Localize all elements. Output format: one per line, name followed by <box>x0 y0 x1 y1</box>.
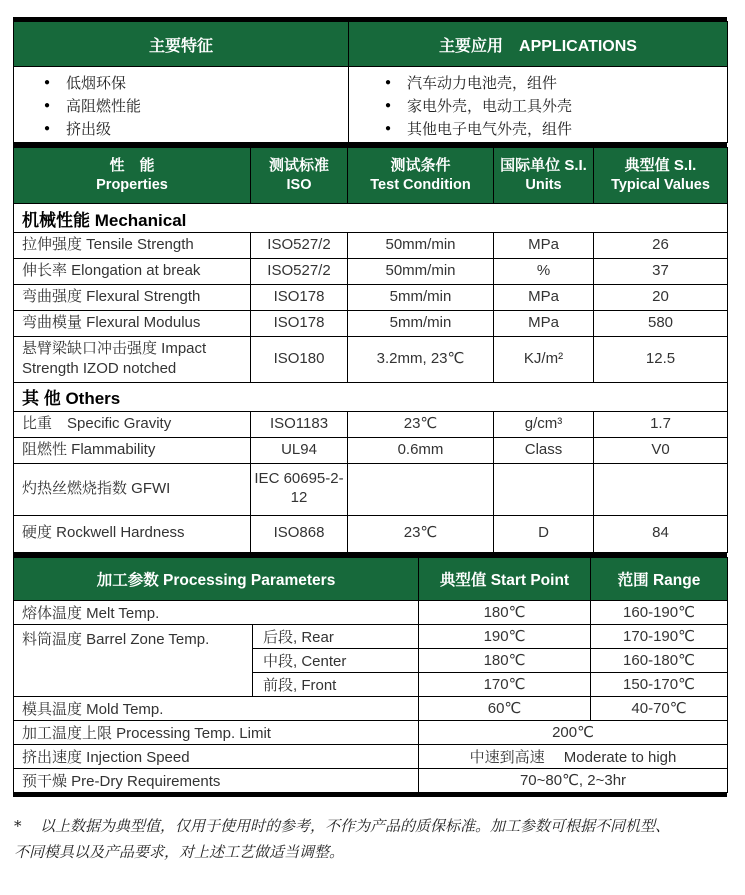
table-row <box>14 768 728 792</box>
footnote-line <box>14 813 729 839</box>
table-row <box>14 624 728 648</box>
col-header-zh: 性 能 <box>109 157 155 175</box>
application-item <box>349 117 727 140</box>
property-standard: ISO178 <box>251 285 348 311</box>
col-header-units <box>494 148 594 204</box>
property-condition: 50mm/min <box>348 233 494 259</box>
param-name: 料筒温度 Barrel Zone Temp. <box>14 624 253 696</box>
applications-header: 主要应用 APPLICATIONS <box>349 22 728 67</box>
application-label: 家电外壳，电动工具外壳 <box>407 98 573 115</box>
feature-item <box>14 117 348 140</box>
param-name: 模具温度 Mold Temp. <box>14 696 419 720</box>
property-standard: UL94 <box>251 437 348 463</box>
property-value: 580 <box>594 311 728 337</box>
col-header-zh: 国际单位 S.I. <box>500 157 587 175</box>
property-condition: 0.6mm <box>348 437 494 463</box>
param-start: 60℃ <box>419 696 591 720</box>
footnote-line: 不同模具以及产品要求，对上述工艺做适当调整。 <box>14 842 345 861</box>
bottom-rule <box>13 793 727 797</box>
property-standard: IEC 60695-2-12 <box>251 463 348 515</box>
table-row <box>14 720 728 744</box>
property-condition: 23℃ <box>348 411 494 437</box>
range-header: 范围 Range <box>591 557 728 600</box>
application-label: 其他电子电气外壳，组件 <box>407 121 573 138</box>
param-range: 160-180℃ <box>591 648 728 672</box>
param-name: 预干燥 Pre-Dry Requirements <box>14 768 419 792</box>
table-row <box>14 515 728 552</box>
property-value <box>594 463 728 515</box>
property-condition: 5mm/min <box>348 311 494 337</box>
bullet-icon: ● <box>385 100 392 111</box>
param-start: 170℃ <box>419 672 591 696</box>
param-name: 加工温度上限 Processing Temp. Limit <box>14 720 419 744</box>
features-header: 主要特征 <box>14 22 349 67</box>
footnote-text: 以上数据为典型值，仅用于使用时的参考，不作为产品的质保标准。加工参数可根据不同机型、 <box>40 816 671 835</box>
col-header-en: Properties <box>96 176 168 193</box>
application-item <box>349 71 727 94</box>
property-condition: 3.2mm, 23℃ <box>348 337 494 383</box>
processing-header: 加工参数 Processing Parameters <box>14 557 419 600</box>
col-header-en: Test Condition <box>370 176 471 193</box>
col-header-typical <box>594 148 728 204</box>
param-value: 200℃ <box>419 720 728 744</box>
param-name: 挤出速度 Injection Speed <box>14 744 419 768</box>
property-value: 12.5 <box>594 337 728 383</box>
properties-table <box>13 147 728 553</box>
bullet-icon: ● <box>44 123 51 134</box>
param-value: 70~80℃, 2~3hr <box>419 768 728 792</box>
start-point-header: 典型值 Start Point <box>419 557 591 600</box>
col-header-zh: 测试标准 <box>268 157 329 175</box>
col-header-zh: 测试条件 <box>390 157 451 175</box>
property-value: 20 <box>594 285 728 311</box>
property-standard: ISO527/2 <box>251 233 348 259</box>
barrel-zone: 中段, Center <box>253 648 419 672</box>
property-unit: KJ/m² <box>494 337 594 383</box>
param-start: 180℃ <box>419 648 591 672</box>
property-standard: ISO527/2 <box>251 259 348 285</box>
application-label: 汽车动力电池壳，组件 <box>407 75 558 92</box>
bullet-icon: ● <box>385 123 392 134</box>
table-row <box>14 233 728 259</box>
bullet-icon: ● <box>385 77 392 88</box>
processing-parameters-table <box>13 557 728 793</box>
feature-item <box>14 94 348 117</box>
property-unit: % <box>494 259 594 285</box>
param-name: 熔体温度 Melt Temp. <box>14 600 419 624</box>
table-row <box>14 463 728 515</box>
table-row <box>14 337 728 383</box>
param-range: 170-190℃ <box>591 624 728 648</box>
property-name: 伸长率 Elongation at break <box>14 259 251 285</box>
feature-label: 挤出级 <box>66 121 112 138</box>
property-condition: 50mm/min <box>348 259 494 285</box>
col-header-properties <box>14 148 251 204</box>
col-header-en: Typical Values <box>611 176 710 193</box>
applications-list <box>349 67 728 143</box>
table-row <box>14 437 728 463</box>
footnote <box>14 813 729 866</box>
application-item <box>349 94 727 117</box>
table-row <box>14 259 728 285</box>
barrel-zone: 前段, Front <box>253 672 419 696</box>
bullet-icon: ● <box>44 77 51 88</box>
param-range: 160-190℃ <box>591 600 728 624</box>
barrel-zone: 后段, Rear <box>253 624 419 648</box>
property-standard: ISO868 <box>251 515 348 552</box>
col-header-en: Units <box>525 176 562 193</box>
property-unit <box>494 463 594 515</box>
property-name: 弯曲模量 Flexural Modulus <box>14 311 251 337</box>
property-name: 硬度 Rockwell Hardness <box>14 515 251 552</box>
feature-label: 高阻燃性能 <box>66 98 142 115</box>
section-title-mechanical: 机械性能 Mechanical <box>14 204 728 233</box>
property-name: 拉伸强度 Tensile Strength <box>14 233 251 259</box>
col-header-zh: 典型值 S.I. <box>624 157 697 175</box>
features-applications-table <box>13 21 728 143</box>
property-unit: g/cm³ <box>494 411 594 437</box>
table-row <box>14 744 728 768</box>
property-value: 26 <box>594 233 728 259</box>
section-title-others: 其 他 Others <box>14 382 728 411</box>
property-unit: D <box>494 515 594 552</box>
property-value: 84 <box>594 515 728 552</box>
property-condition: 5mm/min <box>348 285 494 311</box>
property-unit: Class <box>494 437 594 463</box>
property-name: 比重 Specific Gravity <box>14 411 251 437</box>
col-header-standard <box>251 148 348 204</box>
property-standard: ISO178 <box>251 311 348 337</box>
property-name: 灼热丝燃烧指数 GFWI <box>14 463 251 515</box>
table-row <box>14 696 728 720</box>
property-standard: ISO180 <box>251 337 348 383</box>
property-condition <box>348 463 494 515</box>
table-row <box>14 411 728 437</box>
param-start: 190℃ <box>419 624 591 648</box>
footnote-marker: * <box>14 816 22 835</box>
param-start: 180℃ <box>419 600 591 624</box>
features-list <box>14 67 349 143</box>
property-name: 悬臂梁缺口冲击强度 Impact Strength IZOD notched <box>14 337 251 383</box>
param-range: 150-170℃ <box>591 672 728 696</box>
property-value: 1.7 <box>594 411 728 437</box>
col-header-condition <box>348 148 494 204</box>
property-standard: ISO1183 <box>251 411 348 437</box>
bullet-icon: ● <box>44 100 51 111</box>
property-value: 37 <box>594 259 728 285</box>
param-range: 40-70℃ <box>591 696 728 720</box>
property-value: V0 <box>594 437 728 463</box>
property-unit: MPa <box>494 233 594 259</box>
feature-item <box>14 71 348 94</box>
property-unit: MPa <box>494 311 594 337</box>
table-row <box>14 311 728 337</box>
feature-label: 低烟环保 <box>66 75 127 92</box>
param-value: 中速到高速 Moderate to high <box>419 744 728 768</box>
table-row <box>14 285 728 311</box>
property-unit: MPa <box>494 285 594 311</box>
property-condition: 23℃ <box>348 515 494 552</box>
property-name: 阻燃性 Flammability <box>14 437 251 463</box>
property-name: 弯曲强度 Flexural Strength <box>14 285 251 311</box>
table-row <box>14 600 728 624</box>
col-header-en: ISO <box>286 176 312 193</box>
